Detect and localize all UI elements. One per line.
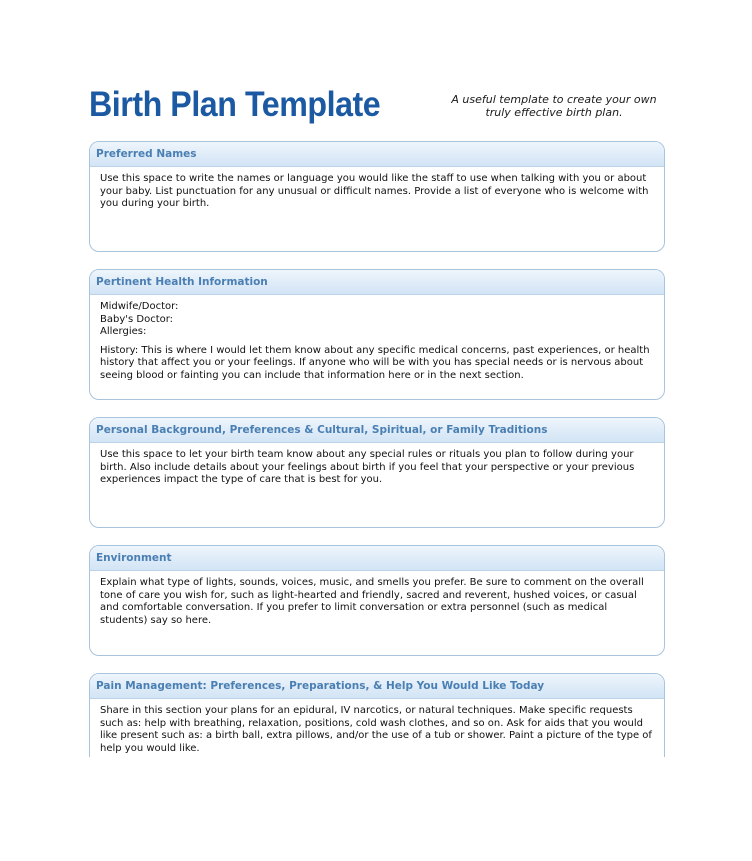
section-text: Share in this section your plans for an epidural, IV narcotics, or natural techniques. Make specific requests such as: help with breathing, relaxation, positions, cold wash clothes, and so on. Ask for aids that you would like present such as: a birth ball, extra pillows, and/or the use of a tub or shower. Paint a picture of the type of help you would like. — [100, 705, 652, 754]
section-text: Use this space to let your birth team know about any special rules or rituals you plan to follow during your birth. Also include details about your feelings about birth if you feel that your perspective or your previous experiences impact the type of care that is best for you. — [100, 449, 635, 485]
page-crop-mask — [89, 757, 667, 861]
page-title: Birth Plan Template — [89, 85, 381, 124]
subtitle-line-1: A useful template to create your own — [451, 93, 657, 106]
subtitle-line-2: truly effective birth plan. — [485, 106, 623, 119]
page-subtitle — [436, 93, 672, 119]
field-midwife-doctor: Midwife/Doctor: — [100, 301, 179, 312]
section-preferred-names — [89, 141, 665, 252]
section-heading: Personal Background, Preferences & Cultural, Spiritual, or Family Traditions — [90, 418, 664, 443]
section-heading: Environment — [90, 546, 664, 571]
section-text: Use this space to write the names or language you would like the staff to use when talking with you or about your baby. List punctuation for any unusual or difficult names. Provide a list of everyone who is welcome with you during your birth. — [100, 173, 649, 209]
section-heading: Preferred Names — [90, 142, 664, 167]
field-allergies: Allergies: — [100, 326, 147, 337]
section-body — [90, 295, 664, 382]
section-body — [90, 571, 664, 627]
section-body — [90, 443, 664, 487]
section-heading: Pain Management: Preferences, Preparations, & Help You Would Like Today — [90, 674, 664, 699]
section-text: Explain what type of lights, sounds, voices, music, and smells you prefer. Be sure to comment on the overall tone of care you wish for, such as light-hearted and friendly, sacred and reverent, hushed voices, or casual and comfortable conversation. If you prefer to limit conversation or extra personnel (such as medical students) say so here. — [100, 577, 644, 626]
field-babys-doctor: Baby's Doctor: — [100, 313, 174, 325]
section-personal-background — [89, 417, 665, 528]
section-heading: Pertinent Health Information — [90, 270, 664, 295]
section-body — [90, 699, 664, 755]
section-health-information — [89, 269, 665, 400]
section-body — [90, 167, 664, 211]
section-text: History: This is where I would let them know about any specific medical concerns, past experiences, or health history that affect you or your feelings. If anyone who will be with you has special needs or is nervous about seeing blood or fainting you can include that information here or in the next section. — [100, 344, 650, 381]
section-environment — [89, 545, 665, 656]
